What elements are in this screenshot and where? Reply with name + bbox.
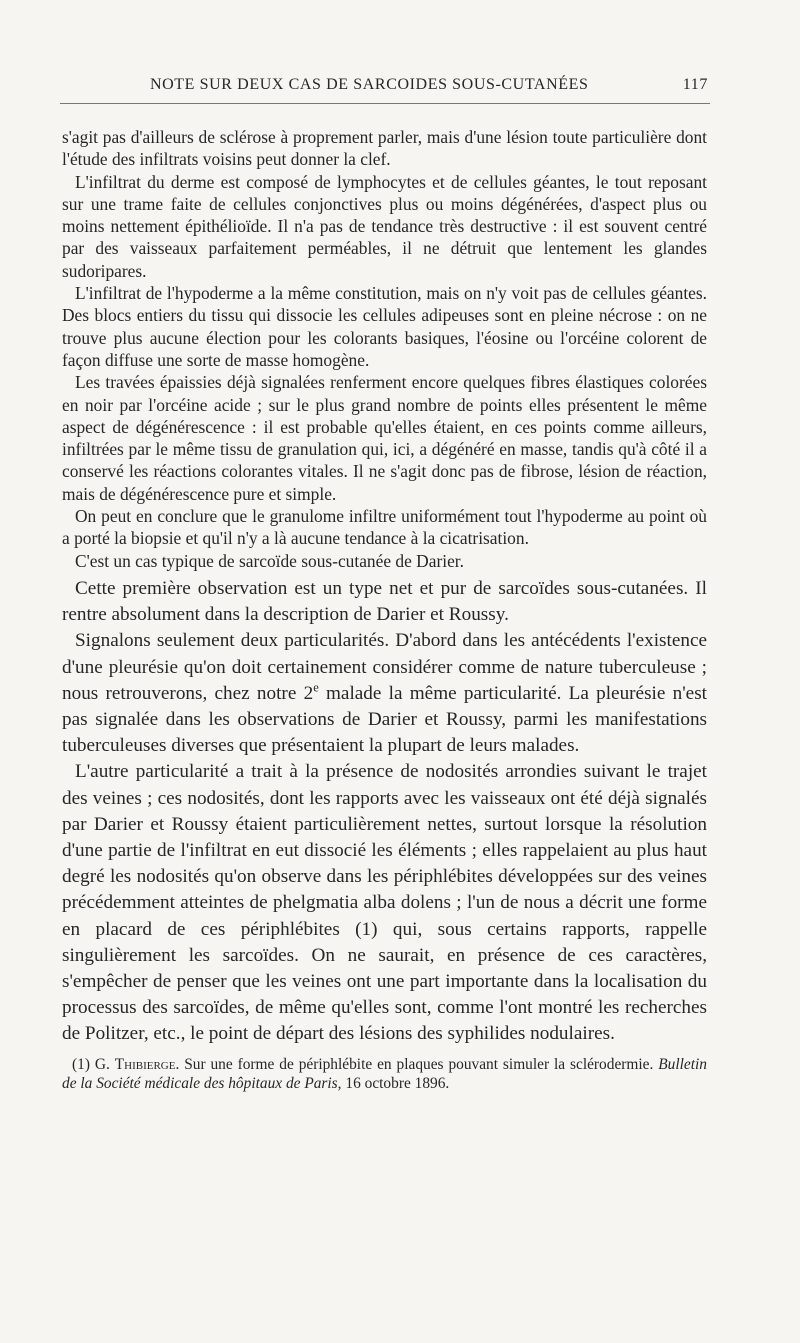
header-rule (60, 103, 710, 104)
footnote-date: 16 octobre 1896. (345, 1074, 450, 1092)
paragraph: L'infiltrat du derme est composé de lymphocytes et de cellules géantes, le tout reposant sur une trame faite de cellules conjonctives plus ou moins dégénérées, d'aspect plus ou moins nettement épithélioïde. Il n'a pas de tendance très destructive : il est souvent centré par des vaisseaux parfaitement perméables, il ne détruit que lentement les glandes sudoripares. (62, 171, 707, 281)
footnote-text (62, 1055, 707, 1093)
page-number: 117 (682, 76, 708, 93)
footnote-author: Thibierge. (114, 1055, 180, 1073)
running-title: NOTE SUR DEUX CAS DE SARCOIDES SOUS-CUTANÉES (150, 76, 589, 93)
paragraph: L'autre particularité a trait à la présence de nodosités arrondies suivant le trajet des veines ; ces nodosités, dont les rapports avec les vaisseaux ont été déjà signalés par Darier et Roussy étaient particulièrement nettes, surtout lorsque la résolution d'une partie de l'infiltrat en eut dissocié les éléments ; elles rappelaient au plus haut degré les nodosités qu'on observe dans les périphlébites développées sur des veines précédemment atteintes de phelgmatia alba dolens ; l'un de nous a décrit une forme en placard de ces périphlébites (1) qui, sous certains rapports, rappelle singulièrement les sarcoïdes. On ne saurait, en présence de ces caractères, s'empêcher de penser que les veines ont une part importante dans la localisation du processus des sarcoïdes, de même qu'elles sont, comme l'ont montré les recherches de Politzer, etc., le point de départ des lésions des syphilides nodulaires. (62, 761, 707, 1045)
paragraph-text: Signalons seulement deux particularités. D'abord dans les antécédents l'existence d'une pleurésie qu'on doit certainement considérer comme de nature tuberculeuse ; nous retrouverons, chez notre 2 (62, 630, 707, 704)
footnote (62, 1055, 707, 1093)
paragraph: L'infiltrat de l'hypoderme a la même constitution, mais on n'y voit pas de cellules géantes. Des blocs entiers du tissu qui dissocie les cellules adipeuses sont en pleine nécrose : on ne trouve plus aucune élection pour les colorants basiques, l'éosine ou l'orcéine colorent de façon diffuse une sorte de masse homogène. (62, 283, 707, 370)
paragraph: s'agit pas d'ailleurs de sclérose à proprement parler, mais d'une lésion toute particulière dont l'étude des infiltrats voisins peut donner la clef. (62, 127, 707, 170)
paragraph: C'est un cas typique de sarcoïde sous-cutanée de Darier. (75, 550, 464, 571)
paragraph: Cette première observation est un type net et pur de sarcoïdes sous-cutanées. Il rentre absolument dans la description de Darier et Roussy. (62, 577, 707, 626)
paragraph: On peut en conclure que le granulome infiltre uniformément tout l'hypoderme au point où a porté la biopsie et qu'il n'y a là aucune tendance à la cicatrisation. (62, 506, 707, 549)
paragraph-text: malade la même particularité. La pleurésie n'est pas signalée dans les observations de Darier et Roussy, parmi les manifestations tuberculeuses diverses que présentaient la plupart de leurs malades. (62, 682, 707, 757)
ordinal-superscript: e (313, 680, 319, 695)
paragraph: Les travées épaissies déjà signalées renferment encore quelques fibres élastiques colorées en noir par l'orcéine acide ; sur le plus grand nombre de points elles présentent le même aspect de dégénérescence : il est probable qu'elles étaient, en ces points comme ailleurs, infiltrées par le même tissu de granulation qui, ici, a dégénéré en masse, tandis qu'à côté il a conservé les réactions colorantes vitales. Il ne s'agit donc pas de fibrose, lésion de réaction, mais de dégénérescence pure et simple. (62, 372, 707, 504)
footnote-journal: Bulletin de la Société médicale des hôpitaux de Paris, (62, 1055, 707, 1092)
footnote-title: Sur une forme de périphlébite en plaques pouvant simuler la sclérodermie. (184, 1055, 654, 1073)
histology-section (62, 126, 707, 572)
discussion-section (62, 576, 707, 1048)
paragraph (62, 628, 707, 759)
footnote-marker: (1) G. (72, 1055, 110, 1073)
body-text (62, 126, 707, 1093)
